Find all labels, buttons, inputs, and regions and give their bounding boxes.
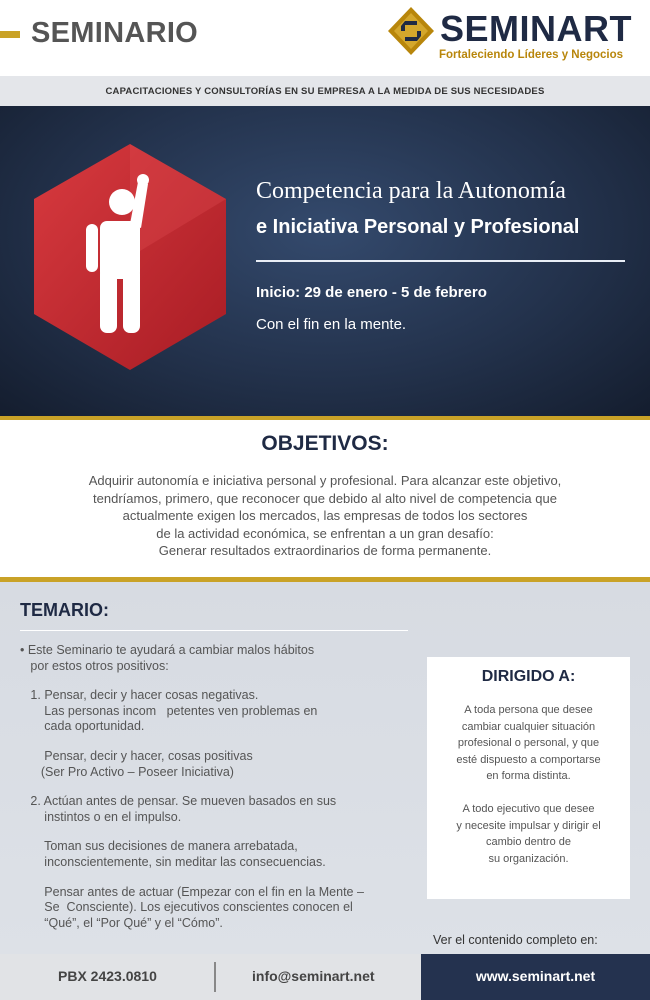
gold-accent-bar: [0, 31, 20, 38]
temario-line: cada oportunidad.: [20, 719, 145, 734]
phone-number[interactable]: PBX 2423.0810: [58, 968, 157, 984]
dirigido-text: [427, 702, 630, 867]
temario-line: Toman sus decisiones de manera arrebatada,: [20, 839, 298, 854]
brand-name: SEMINART: [440, 8, 632, 49]
objetivos-line: de la actividad económica, se enfrentan a un gran desafío:: [156, 525, 494, 541]
temario-line: instintos o en el impulso.: [20, 809, 182, 824]
hero-subtitle: Con el fin en la mente.: [256, 316, 407, 333]
objetivos-line: Adquirir autonomía e iniciativa personal y profesional. Para alcanzar este objetivo,: [88, 473, 562, 488]
hero-date: Inicio: 29 de enero - 5 de febrero: [256, 284, 487, 301]
objetivos-heading: OBJETIVOS:: [261, 432, 389, 455]
hero-divider: [256, 260, 625, 262]
dirigido-line: esté dispuesto a comportarse: [456, 753, 601, 766]
dirigido-box: [427, 657, 630, 899]
objetivos-text: [35, 472, 615, 560]
email-link[interactable]: info@seminart.net: [252, 968, 375, 984]
temario-line: Pensar antes de actuar (Empezar con el fin en la Mente –: [20, 884, 364, 899]
dirigido-spacer: [427, 785, 630, 802]
temario-heading: TEMARIO:: [20, 600, 109, 620]
header: [0, 0, 650, 76]
dirigido-line: cambio dentro de: [486, 836, 571, 848]
dirigido-heading: DIRIGIDO A:: [481, 668, 576, 685]
brand-tagline: Fortaleciendo Líderes y Negocios: [439, 49, 624, 61]
temario-line: Las personas incom petentes ven problemas en: [20, 703, 318, 718]
temario-line: • Este Seminario te ayudará a cambiar malos hábitos: [20, 643, 315, 657]
hero-bottom-rule: [0, 416, 650, 420]
temario-divider: [20, 630, 408, 631]
temario-line: (Ser Pro Activo – Poseer Iniciativa): [20, 764, 234, 779]
subtitle-band: [0, 76, 650, 106]
temario-spacer: [20, 780, 400, 794]
website-box[interactable]: [421, 954, 650, 1000]
website-link[interactable]: www.seminart.net: [475, 968, 596, 984]
seminario-label: SEMINARIO: [31, 17, 199, 49]
dirigido-line: A todo ejecutivo que desee: [462, 803, 595, 815]
dirigido-line: su organización.: [488, 852, 569, 865]
dirigido-line: cambiar cualquier situación: [461, 720, 596, 733]
temario-line: 2. Actúan antes de pensar. Se mueven basados en sus: [20, 794, 337, 809]
dirigido-line: A toda persona que desee: [464, 704, 593, 716]
objetivos-line: actualmente exigen los mercados, las empresas de todos los sectores: [122, 508, 528, 524]
temario-line: “Qué”, el “Por Qué” y el “Cómo”.: [20, 915, 223, 930]
hero-title-line1: Competencia para la Autonomía: [256, 178, 566, 204]
footer: [0, 954, 650, 1000]
dirigido-line: y necesite impulsar y dirigir el: [456, 819, 601, 832]
temario-spacer: [20, 674, 400, 688]
objetivos-line: tendríamos, primero, que reconocer que debido al alto nivel de competencia que: [93, 490, 557, 506]
temario-line: por estos otros positivos:: [20, 658, 169, 673]
temario-line: inconscientemente, sin meditar las consecuencias.: [20, 854, 326, 869]
footer-divider: [214, 962, 216, 992]
objetivos-line: Generar resultados extraordinarios de forma permanente.: [158, 543, 492, 559]
temario-body: [20, 643, 400, 931]
temario-spacer: [20, 871, 400, 885]
temario-spacer: [20, 825, 400, 839]
seminart-logo-icon: [386, 6, 436, 56]
temario-line: 1. Pensar, decir y hacer cosas negativas.: [20, 688, 259, 703]
temario-line: Se Consciente). Los ejecutivos conscientes conocen el: [20, 900, 353, 915]
dirigido-line: en forma distinta.: [486, 770, 571, 782]
temario-line: Pensar, decir y hacer, cosas positivas: [20, 748, 253, 763]
dirigido-line: profesional o personal, y que: [457, 737, 600, 749]
ver-contenido-label: Ver el contenido completo en:: [433, 933, 598, 947]
temario-spacer: [20, 735, 400, 749]
band-text: CAPACITACIONES Y CONSULTORÍAS EN SU EMPRESA A LA MEDIDA DE SUS NECESIDADES: [105, 85, 545, 97]
person-raising-hand-icon: [30, 142, 230, 372]
hero-title-line2: e Iniciativa Personal y Profesional: [256, 216, 580, 238]
hero-banner: [0, 106, 650, 416]
